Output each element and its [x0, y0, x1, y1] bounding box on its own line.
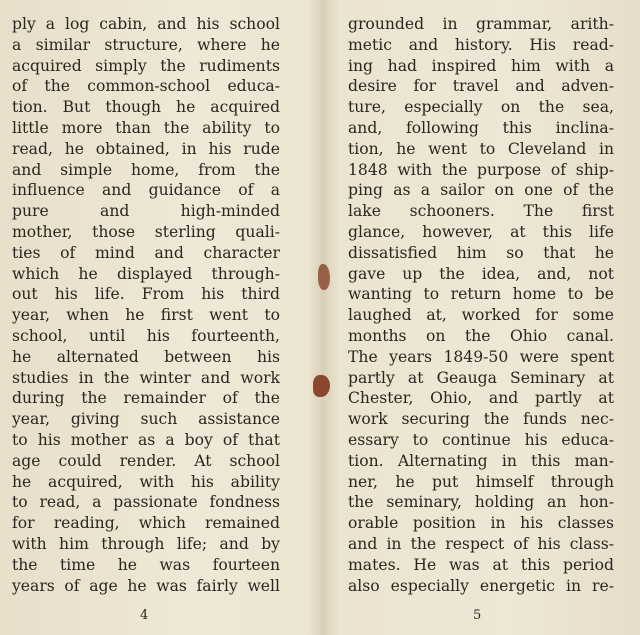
- text-line: year, when he first went to: [12, 306, 280, 325]
- text-line: influence and guidance of a: [12, 181, 280, 200]
- text-line: for reading, which remained: [12, 514, 280, 533]
- text-line: laughed at, worked for some: [348, 306, 614, 325]
- text-line: age could render. At school: [12, 451, 280, 470]
- page-number-left: 4: [140, 608, 149, 623]
- text-line: during the remainder of the: [12, 389, 280, 408]
- text-line: orable position in his classes: [348, 514, 614, 533]
- text-line: he acquired, with his ability: [12, 472, 280, 491]
- text-line: the time he was fourteen: [12, 555, 280, 574]
- text-line: mother, those sterling quali-: [12, 222, 280, 241]
- text-line: dissatisfied him so that he: [348, 243, 614, 262]
- text-line: little more than the ability to: [12, 118, 280, 137]
- text-line: acquired simply the rudiments: [12, 56, 280, 75]
- text-line: ner, he put himself through: [348, 472, 614, 491]
- text-line: out his life. From his third: [12, 285, 280, 304]
- text-line: partly at Geauga Seminary at: [348, 368, 614, 387]
- text-line: work securing the funds nec-: [348, 410, 614, 429]
- text-line: 1848 with the purpose of ship-: [348, 160, 614, 179]
- text-line: years of age he was fairly well: [12, 576, 280, 595]
- text-line: studies in the winter and work: [12, 368, 280, 387]
- text-line: ties of mind and character: [12, 243, 280, 262]
- text-line: school, until his fourteenth,: [12, 326, 280, 345]
- text-line: ping as a sailor on one of the: [348, 181, 614, 200]
- text-line: Chester, Ohio, and partly at: [348, 389, 614, 408]
- text-line: wanting to return home to be: [348, 285, 614, 304]
- text-line: a similar structure, where he: [12, 35, 280, 54]
- text-line: he alternated between his: [12, 347, 280, 366]
- text-line: to his mother as a boy of that: [12, 430, 280, 449]
- text-line: tion, he went to Cleveland in: [348, 139, 614, 158]
- text-line: The years 1849-50 were spent: [348, 347, 614, 366]
- text-line: with him through life; and by: [12, 534, 280, 553]
- ink-stain-lower: [313, 375, 330, 397]
- text-line: ing had inspired him with a: [348, 56, 614, 75]
- text-line: metic and history. His read-: [348, 35, 614, 54]
- text-line: the seminary, holding an hon-: [348, 493, 614, 512]
- ink-stain-upper: [318, 264, 330, 290]
- text-line: also especially energetic in re-: [348, 576, 614, 595]
- text-line: tion. But though he acquired: [12, 98, 280, 117]
- text-line: and, following this inclina-: [348, 118, 614, 137]
- text-line: and in the respect of his class-: [348, 534, 614, 553]
- page-number-right: 5: [473, 608, 482, 623]
- text-line: which he displayed through-: [12, 264, 280, 283]
- text-line: grounded in grammar, arith-: [348, 15, 614, 33]
- text-line: year, giving such assistance: [12, 410, 280, 429]
- text-line: to read, a passionate fondness: [12, 493, 280, 512]
- text-line: desire for travel and adven-: [348, 77, 614, 96]
- text-line: read, he obtained, in his rude: [12, 139, 280, 158]
- text-line: essary to continue his educa-: [348, 430, 614, 449]
- text-line: gave up the idea, and, not: [348, 264, 614, 283]
- text-line: months on the Ohio canal.: [348, 326, 614, 345]
- text-line: ply a log cabin, and his school: [12, 15, 280, 33]
- left-page: [12, 14, 280, 596]
- text-line: of the common-school educa-: [12, 77, 280, 96]
- text-line: lake schooners. The first: [348, 202, 614, 221]
- text-line: mates. He was at this period: [348, 555, 614, 574]
- text-line: glance, however, at this life: [348, 222, 614, 241]
- text-line: and simple home, from the: [12, 160, 280, 179]
- text-line: tion. Alternating in this man-: [348, 451, 614, 470]
- right-page: [348, 14, 614, 596]
- text-line: ture, especially on the sea,: [348, 98, 614, 117]
- text-line: pure and high-minded: [12, 202, 280, 221]
